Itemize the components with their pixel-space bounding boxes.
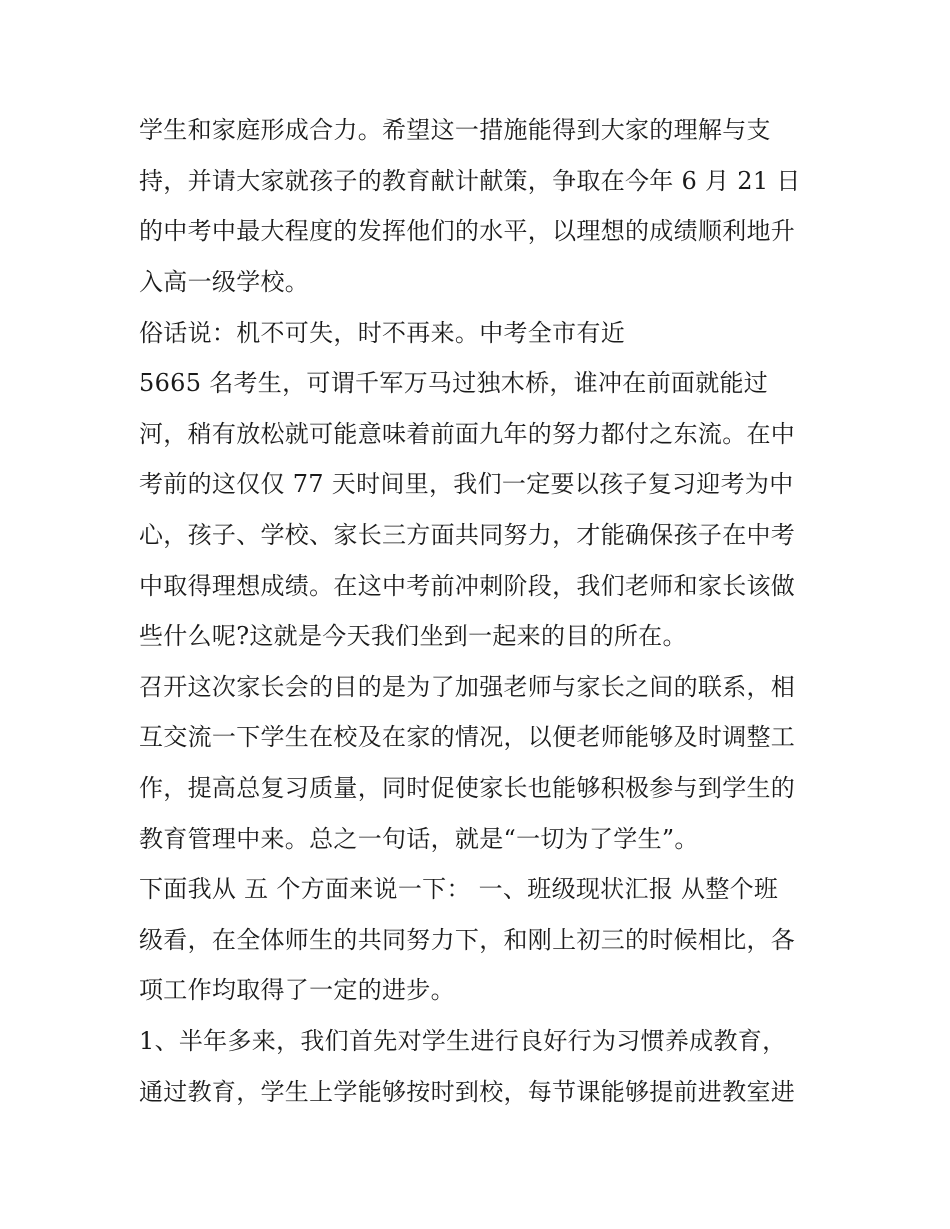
text-line: 持，并请大家就孩子的教育献计献策，争取在今年 6 月 21 日 (139, 167, 801, 195)
text-line: 通过教育，学生上学能够按时到校，每节课能够提前进教室进 (139, 1078, 796, 1106)
text-line: 中取得理想成绩。在这中考前冲刺阶段，我们老师和家长该做 (139, 572, 796, 600)
text-line: 的中考中最大程度的发挥他们的水平，以理想的成绩顺利地升 (139, 217, 796, 245)
text-line: 俗话说：机不可失，时不再来。中考全市有近 (139, 319, 625, 347)
text-line: 5665 名考生，可谓千军万马过独木桥，谁冲在前面就能过 (139, 369, 769, 397)
text-line: 项工作均取得了一定的进步。 (139, 976, 455, 1004)
text-line: 教育管理中来。总之一句话，就是“一切为了学生”。 (139, 825, 699, 853)
text-line: 些什么呢?这就是今天我们坐到一起来的目的所在。 (139, 622, 687, 650)
text-line: 心，孩子、学校、家长三方面共同努力，才能确保孩子在中考 (139, 521, 796, 549)
text-line: 河，稍有放松就可能意味着前面九年的努力都付之东流。在中 (139, 420, 796, 448)
text-line: 1、半年多来，我们首先对学生进行良好行为习惯养成教育， (139, 1027, 787, 1055)
text-line: 互交流一下学生在校及在家的情况，以便老师能够及时调整工 (139, 723, 796, 751)
text-line: 入高一级学校。 (139, 268, 310, 296)
text-line: 考前的这仅仅 77 天时间里，我们一定要以孩子复习迎考为中 (139, 470, 794, 498)
text-line: 学生和家庭形成合力。希望这一措施能得到大家的理解与支 (139, 116, 771, 144)
text-line: 作，提高总复习质量，同时促使家长也能够积极参与到学生的 (139, 774, 796, 802)
text-line: 召开这次家长会的目的是为了加强老师与家长之间的联系，相 (139, 673, 796, 701)
text-line: 下面我从 五 个方面来说一下： 一、班级现状汇报 从整个班 (139, 875, 779, 903)
text-line: 级看，在全体师生的共同努力下，和刚上初三的时候相比，各 (139, 926, 796, 954)
